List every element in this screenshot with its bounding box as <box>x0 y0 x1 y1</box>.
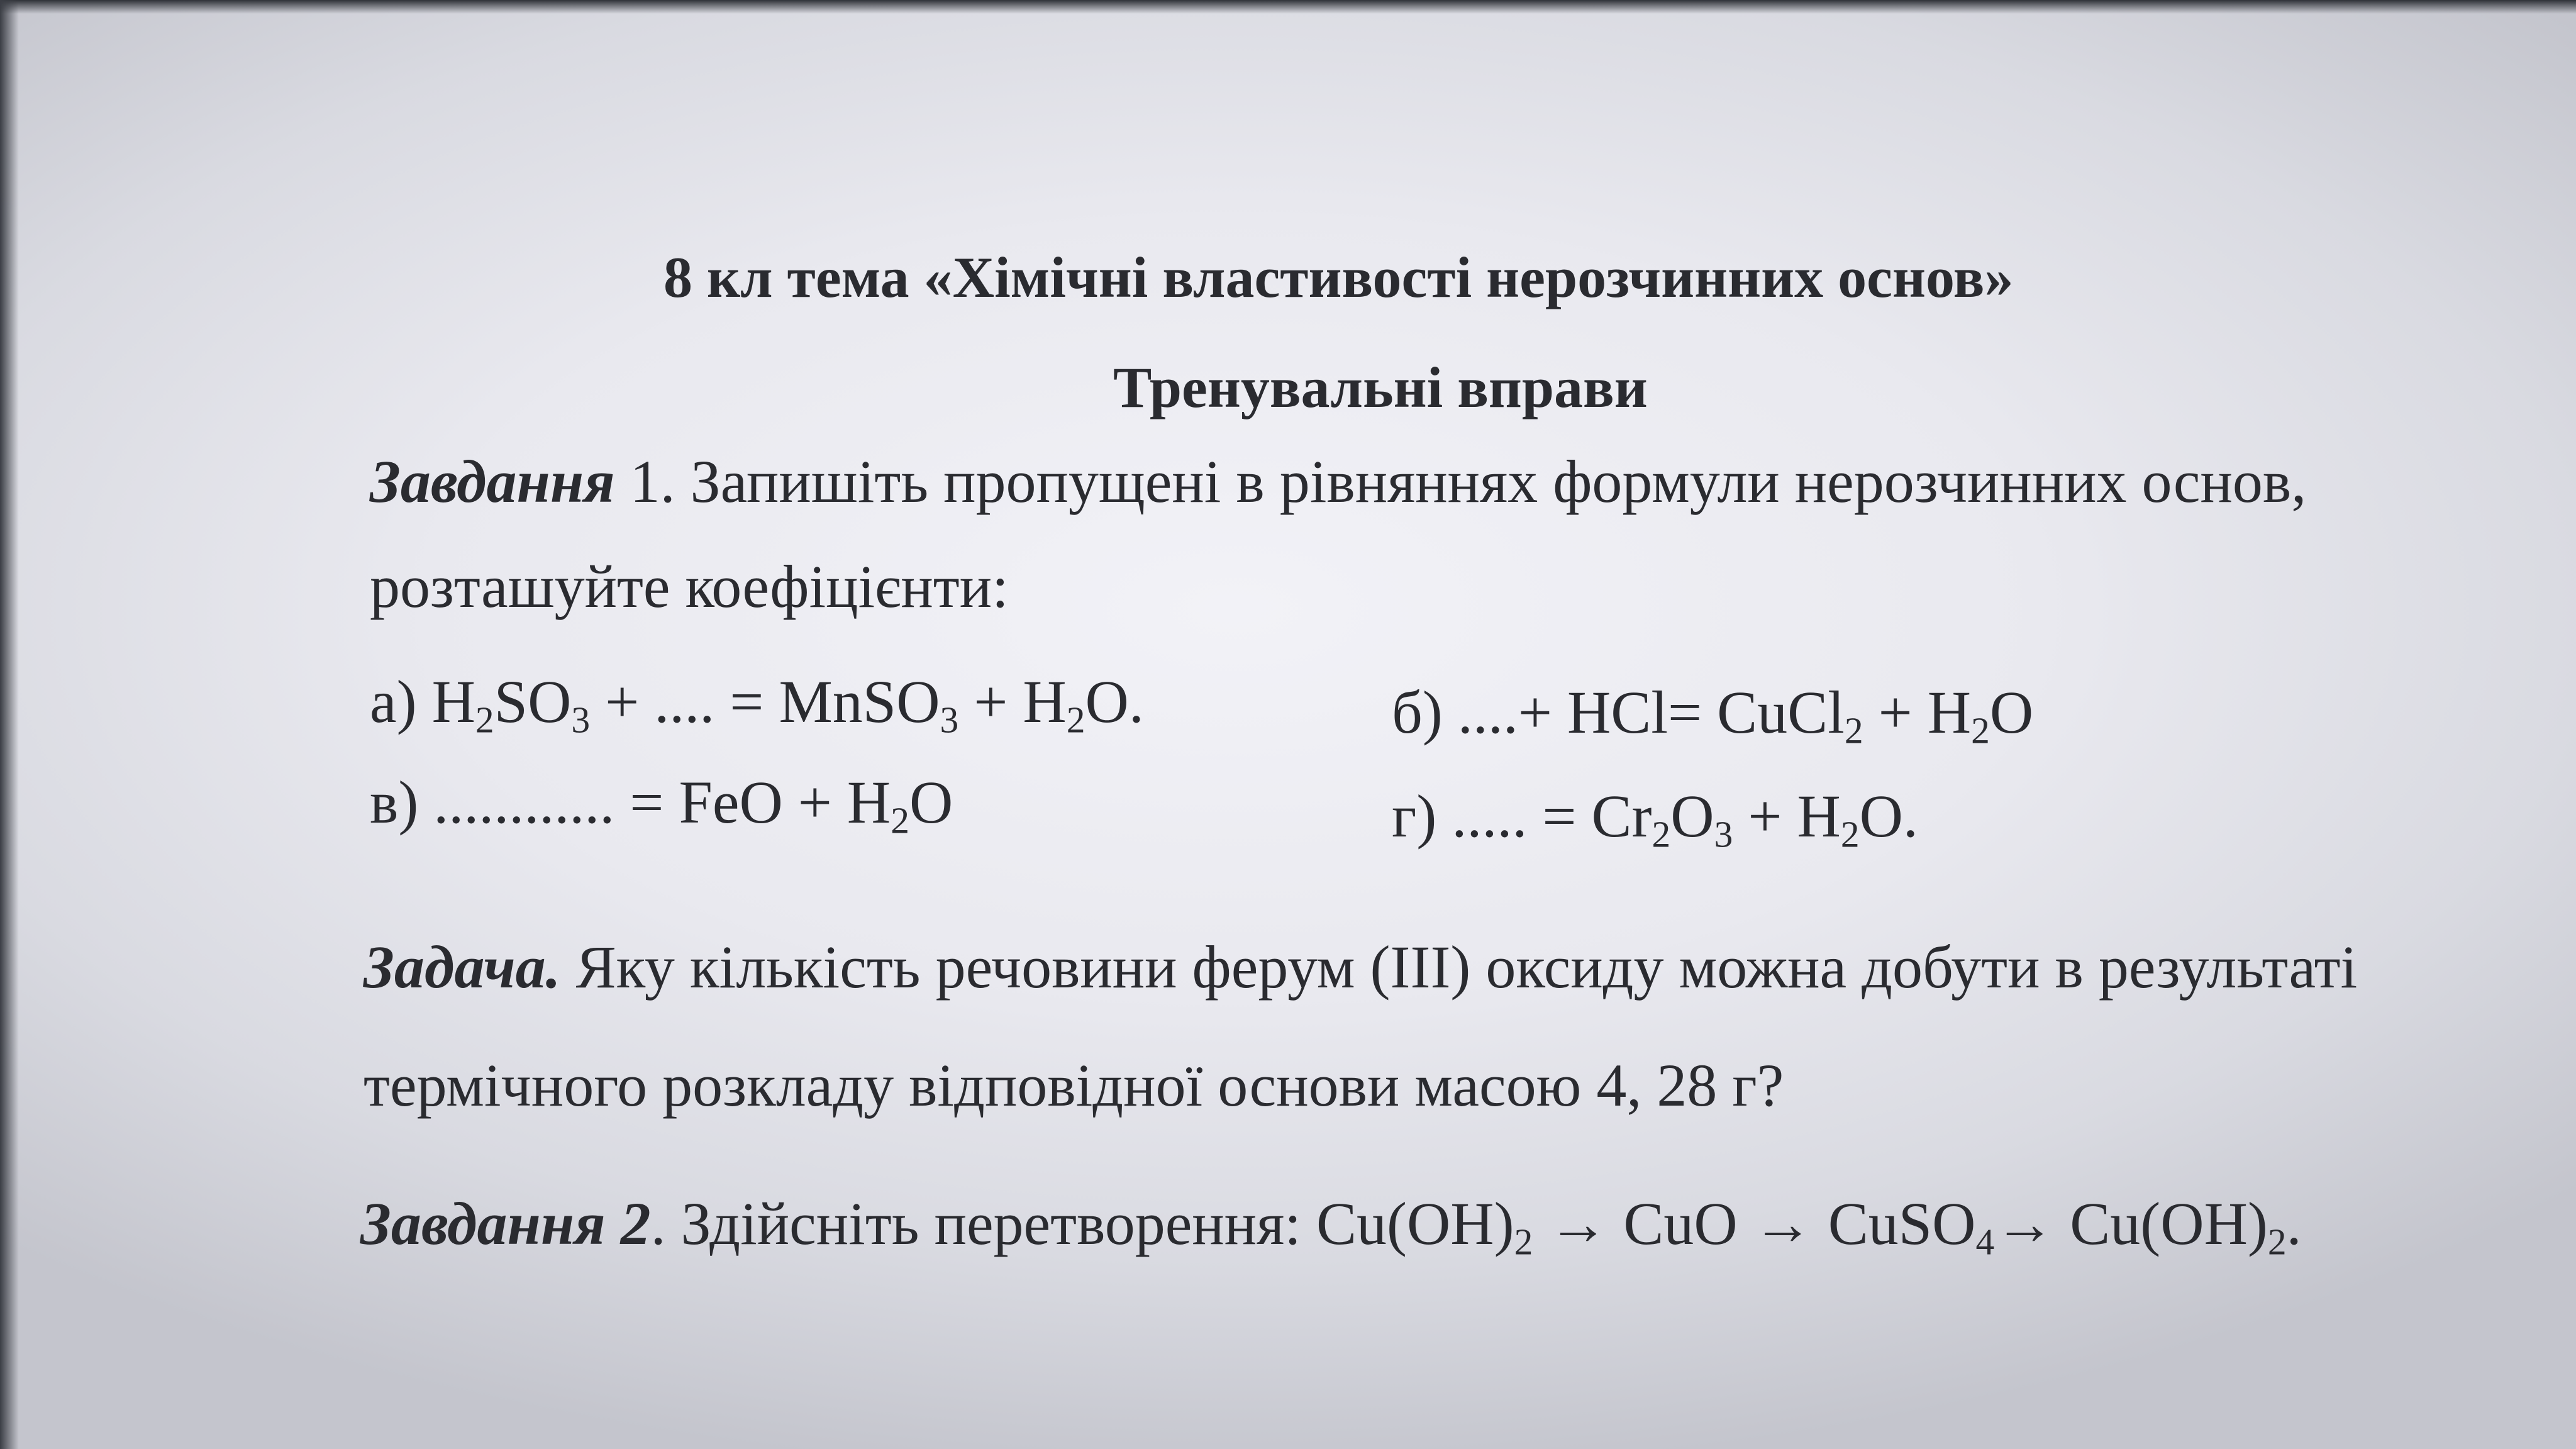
equation-a: а) $H_2SO_3$ + .... = MnSO$_3$ + $H_2O$. <box>370 668 1144 741</box>
task1-label: Завдання <box>370 448 615 515</box>
task1-line1 <box>370 448 2307 515</box>
task2-line <box>360 1190 2302 1263</box>
problem-line2: термічного розкладу відповідної основи масою 4, 28 г? <box>364 1052 1784 1119</box>
task2-label: Завдання 2 <box>360 1190 651 1257</box>
problem-line1 <box>364 933 2358 1001</box>
document-subtitle: Тренувальні вправи <box>1113 355 1648 419</box>
equation-g: г) ..... = $Cr_2O_3 + H_2O$. <box>1392 782 1918 855</box>
equation-v: в) ............ = FeO + $H_2O$ <box>370 769 953 841</box>
problem-text: Яку кількість речовини ферум (III) оксиду можна добути в результаті <box>560 933 2358 1001</box>
task1-line2: розташуйте коефіцієнти: <box>370 553 1009 620</box>
problem-label: Задача. <box>364 933 561 1001</box>
task1-text: 1. Запишіть пропущені в рівняннях формули нерозчинних основ, <box>614 448 2307 515</box>
task2-text: . Здійсніть перетворення: <box>650 1190 1316 1257</box>
task2-chain: $Cu(OH)_2$ → CuO → CuSO$_4$→ $Cu(OH)_2$. <box>1316 1190 2302 1263</box>
document-title: 8 кл тема «Хімічні властивості нерозчинних основ» <box>663 245 2014 309</box>
equation-b: б) ....+ HCl= CuCl$_2$ + $H_2O$ <box>1392 679 2034 752</box>
